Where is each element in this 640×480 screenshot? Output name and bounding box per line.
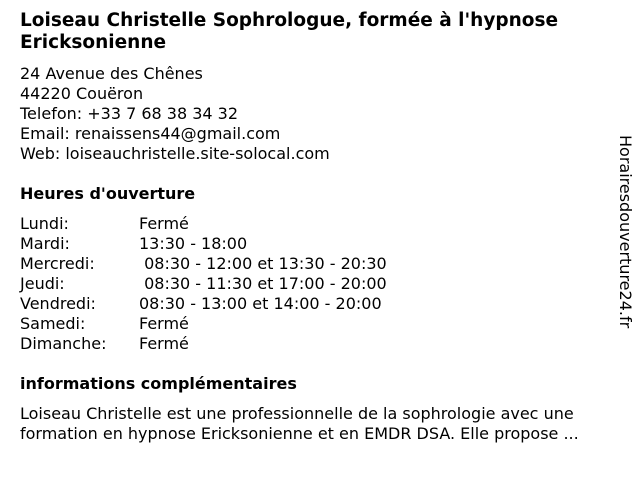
day-hours: 08:30 - 12:00 et 13:30 - 20:30 [139,254,387,273]
day-label: Dimanche: [20,334,107,353]
hours-heading: Heures d'ouverture [20,184,196,203]
day-hours: Fermé [139,214,189,233]
day-hours: Fermé [139,314,189,333]
day-hours: Fermé [139,334,189,353]
day-label: Samedi: [20,314,86,333]
day-hours: 08:30 - 11:30 et 17:00 - 20:00 [139,274,387,293]
info-heading: informations complémentaires [20,374,297,393]
day-label: Lundi: [20,214,69,233]
address-city: 44220 Couëron [20,84,144,103]
day-label: Vendredi: [20,294,96,313]
address-street: 24 Avenue des Chênes [20,64,203,83]
email-line: Email: renaissens44@gmail.com [20,124,281,143]
info-description: Loiseau Christelle est une professionnelle de la sophrologie avec une formation en hypnose Ericksonienne et en EMDR DSA. Elle propose ... [20,404,579,443]
site-watermark: Horairesdouverture24.fr [616,135,635,329]
web-line: Web: loiseauchristelle.site-solocal.com [20,144,330,163]
day-hours: 13:30 - 18:00 [139,234,248,253]
day-label: Mercredi: [20,254,95,273]
day-label: Jeudi: [20,274,65,293]
business-title: Loiseau Christelle Sophrologue, formée à l'hypnose Ericksonienne [20,10,559,53]
phone-line: Telefon: +33 7 68 38 34 32 [20,104,239,123]
contact-block [20,64,330,164]
day-hours: 08:30 - 13:00 et 14:00 - 20:00 [139,294,382,313]
day-label: Mardi: [20,234,70,253]
